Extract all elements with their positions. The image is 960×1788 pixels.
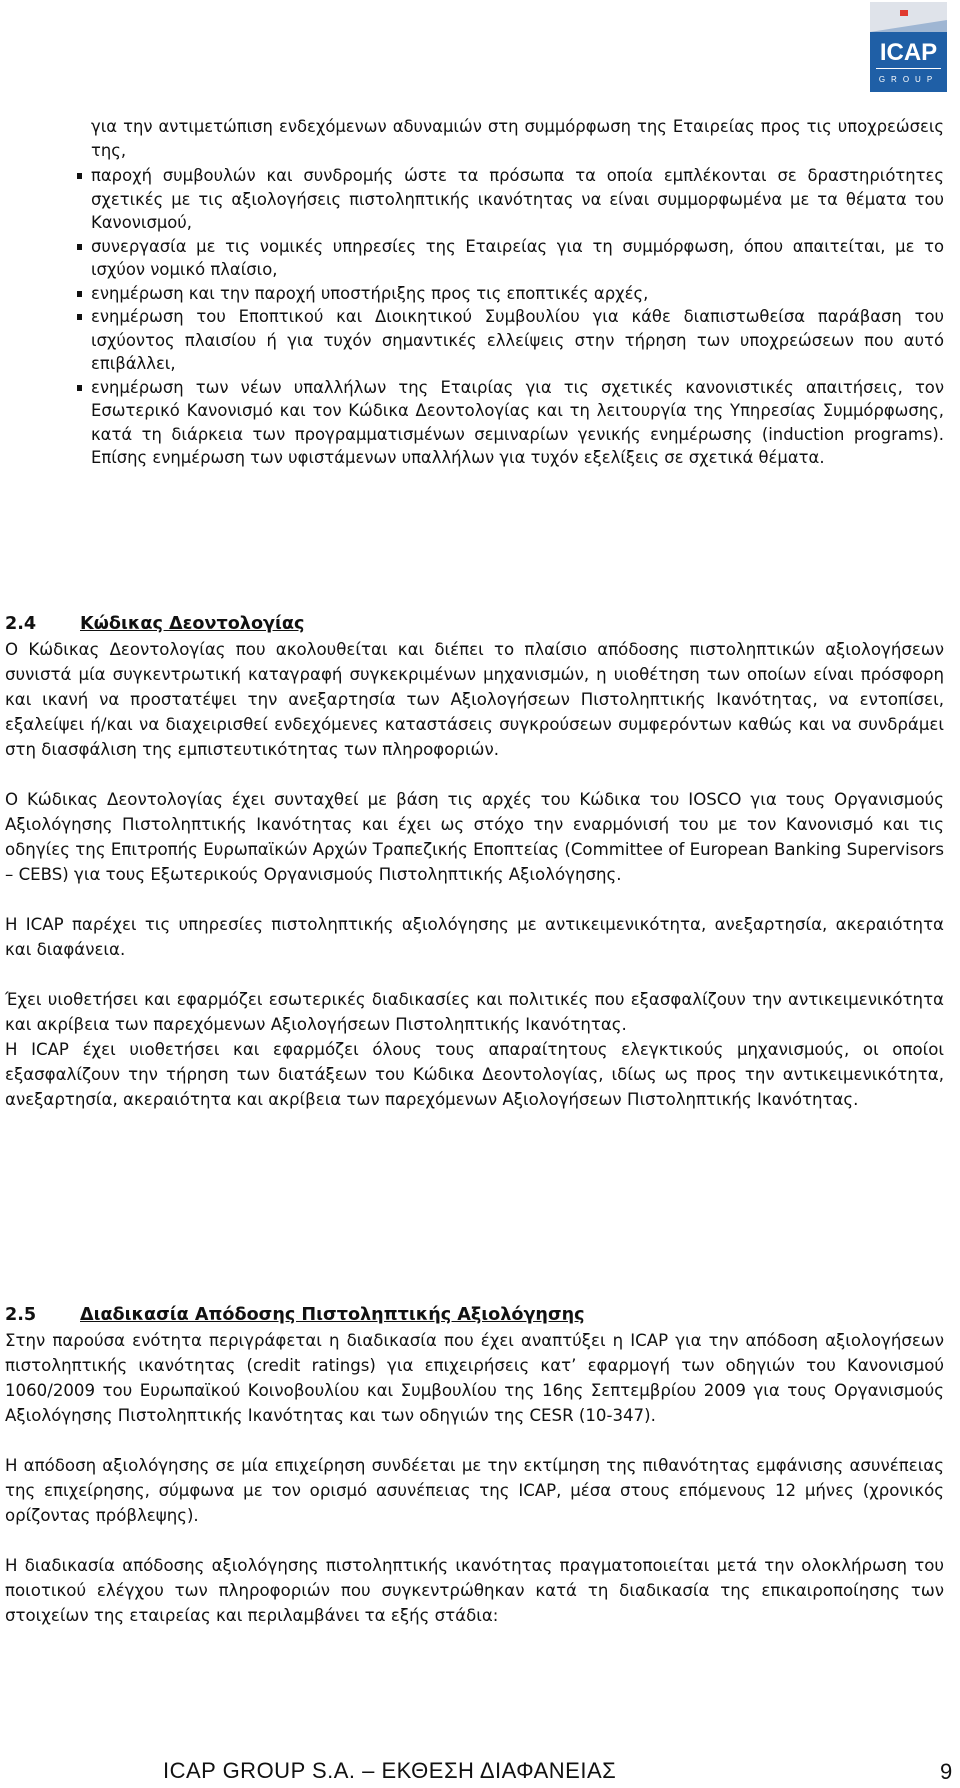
section-title: Διαδικασία Απόδοσης Πιστοληπτικής Αξιολόγησης: [80, 1305, 585, 1325]
paragraph: Στην παρούσα ενότητα περιγράφεται η διαδικασία που έχει αναπτύξει η ICAP για την απόδοση αξιολογήσεων πιστοληπτικής ικανότητας (credit ratings) για επιχειρήσεις κατ’ εφαρμογή των οδηγιών του Κανονισμού 1060/2009 του Ευρωπαϊκού Κοινοβουλίου και Συμβουλίου της 16ης Σεπτεμβρίου 2009 για τους Οργανισμούς Αξιολόγησης Πιστοληπτικής Ικανότητας και των οδηγιών της CESR (10-347).: [5, 1331, 944, 1425]
paragraph: Ο Κώδικας Δεοντολογίας έχει συνταχθεί με βάση τις αρχές του Κώδικα του IOSCO για τους Οργανισμούς Αξιολόγησης Πιστοληπτικής Ικανότητας και έχει ως στόχο την εναρμόνισή του με τον Κανονισμό και τις οδηγίες της Επιτροπής Ευρωπαϊκών Αρχών Τραπεζικής Εποπτείας (Committee of European Banking Supervisors – CEBS) για τους Εξωτερικούς Οργανισμούς Πιστοληπτικής Αξιολόγησης.: [5, 790, 944, 884]
section-number: 2.5: [5, 1305, 37, 1325]
section-heading: [5, 1303, 944, 1328]
icap-group-logo: [870, 2, 947, 92]
logo-brand-text: ICAP: [879, 39, 938, 66]
paragraph: Η ICAP έχει υιοθετήσει και εφαρμόζει όλους τους απαραίτητους ελεγκτικούς μηχανισμούς, οι οποίοι εξασφαλίζουν την τήρηση των διατάξεων του Κώδικα Δεοντολογίας, ιδίως ως προς την αντικειμενικότητα, ανεξαρτησία, ακεραιότητα και ακρίβεια των παρεχόμενων Αξιολογήσεων Πιστοληπτικής Ικανότητας.: [5, 1040, 944, 1109]
page-footer: ICAP GROUP S.A. – ΕΚΘΕΣΗ ΔΙΑΦΑΝΕΙΑΣ: [163, 1758, 617, 1783]
list-item: συνεργασία με τις νομικές υπηρεσίες της Εταιρείας για τη συμμόρφωση, όπου απαιτείται, με το ισχύον νομικό πλαίσιο,: [91, 235, 944, 282]
paragraph: Η απόδοση αξιολόγησης σε μία επιχείρηση συνδέεται με την εκτίμηση της πιθανότητας εμφάνισης ασυνέπειας της επιχείρησης, σύμφωνα με τον ορισμό ασυνέπειας της ICAP, μέσα στους επόμενους 12 μήνες (χρονικός ορίζοντας πρόβλεψης).: [5, 1456, 944, 1525]
paragraph: Η ICAP παρέχει τις υπηρεσίες πιστοληπτικής αξιολόγησης με αντικειμενικότητα, ανεξαρτησία, ακεραιότητα και διαφάνεια.: [5, 915, 944, 959]
responsibilities-list: [91, 164, 944, 470]
list-item: παροχή συμβουλών και συνδρομής ώστε τα πρόσωπα τα οποία εμπλέκονται σε δραστηριότητες σχετικές με τις αξιολογήσεις πιστοληπτικής ικανότητας να είναι συμμορφωμένα με τα θέματα του Κανονισμού,: [91, 164, 944, 235]
paragraph: Έχει υιοθετήσει και εφαρμόζει εσωτερικές διαδικασίες και πολιτικές που εξασφαλίζουν την αντικειμενικότητα και ακρίβεια των παρεχόμενων Αξιολογήσεων Πιστοληπτικής Ικανότητας.: [5, 990, 944, 1034]
paragraph: Ο Κώδικας Δεοντολογίας που ακολουθείται και διέπει το πλαίσιο απόδοσης πιστοληπτικών αξιολογήσεων συνιστά μία συγκεντρωτική καταγραφή συγκεκριμένων μηχανισμών, η υιοθέτηση των οποίων είναι πρόσφορη και ικανή να προστατέψει την ανεξαρτησία των Αξιολογήσεων Πιστοληπτικής Ικανότητας, να εντοπίσει, εξαλείψει ή/και να διαχειρισθεί ενδεχόμενες καταστάσεις συγκρούσεων συμφερόντων καθώς και να συνδράμει στη διασφάλιση της εμπιστευτικότητας των πληροφοριών.: [5, 640, 944, 759]
section-title: Κώδικας Δεοντολογίας: [80, 614, 305, 634]
page-number: 9: [940, 1759, 953, 1784]
logo-sub-text: GROUP: [878, 75, 939, 84]
section-heading: [5, 612, 944, 637]
section-rating-process: [5, 1303, 944, 1628]
section-code-of-conduct: [5, 612, 944, 1112]
list-item: ενημέρωση και την παροχή υποστήριξης προς τις εποπτικές αρχές,: [91, 282, 944, 306]
list-item: ενημέρωση των νέων υπαλλήλων της Εταιρίας για τις σχετικές κανονιστικές απαιτήσεις, τον Εσωτερικό Κανονισμό και τον Κώδικα Δεοντολογίας και τη λειτουργία της Υπηρεσίας Συμμόρφωσης, κατά τη διάρκεια των προγραμματισμένων σεμιναρίων γενικής ενημέρωσης (induction programs). Επίσης ενημέρωση των υφιστάμενων υπαλλήλων για τυχόν εξελίξεις σε σχετικά θέματα.: [91, 376, 944, 470]
intro-paragraph: για την αντιμετώπιση ενδεχόμενων αδυναμιών στη συμμόρφωση της Εταιρείας προς τις υποχρεώσεις της,: [91, 117, 944, 160]
section-number: 2.4: [5, 614, 37, 634]
list-item: ενημέρωση του Εποπτικού και Διοικητικού Συμβουλίου για κάθε διαπιστωθείσα παράβαση του ισχύοντος πλαισίου ή για τυχόν σημαντικές ελλείψεις στην τήρηση των υποχρεώσεων που αυτό επιβάλλει,: [91, 305, 944, 376]
paragraph: Η διαδικασία απόδοσης αξιολόγησης πιστοληπτικής ικανότητας πραγματοποιείται μετά την ολοκλήρωση του ποιοτικού ελέγχου των πληροφοριών που συγκεντρώθηκαν κατά τη διαδικασία της επικαιροποίησης των στοιχείων της εταιρείας και περιλαμβάνει τα εξής στάδια:: [5, 1556, 944, 1625]
